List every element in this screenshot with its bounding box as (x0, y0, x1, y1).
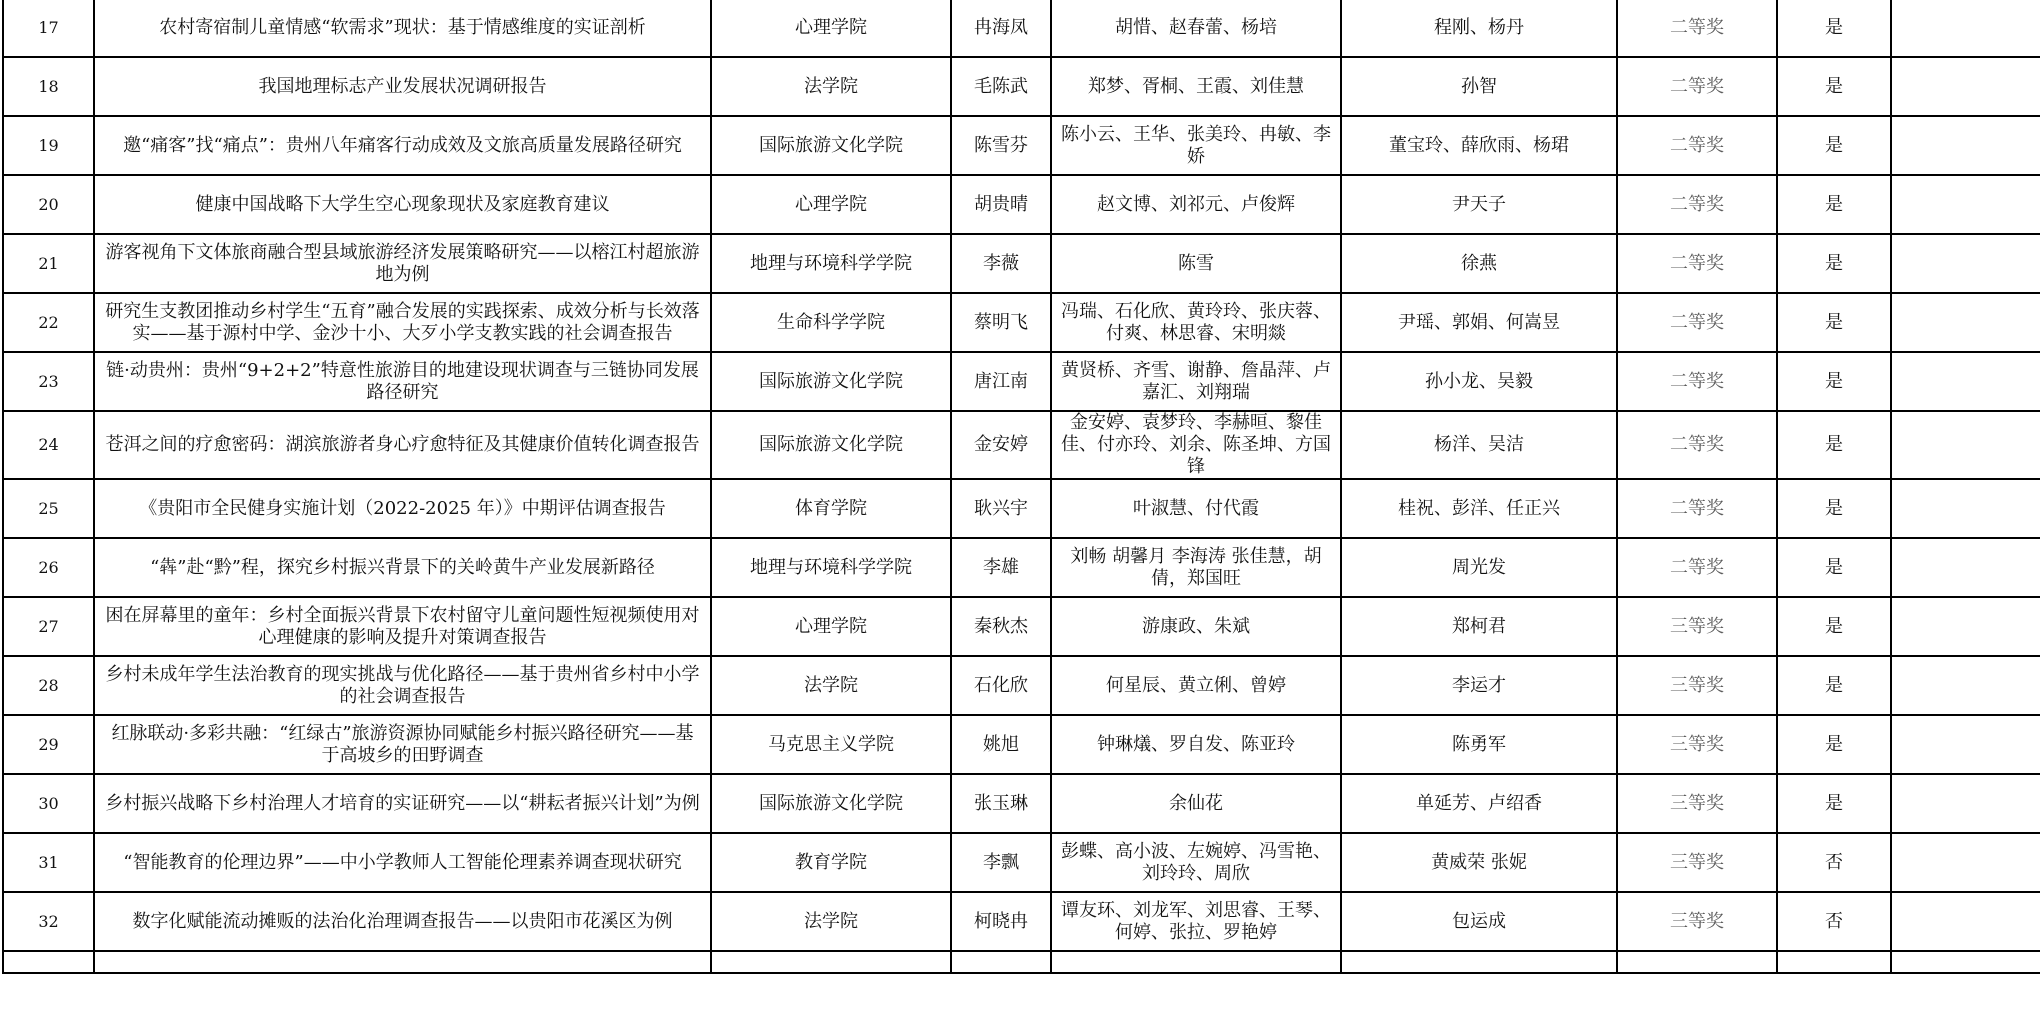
table-row (3, 774, 2040, 833)
team-members[interactable]: 冯瑞、石化欣、黄玲玲、张庆蓉、付爽、林思睿、宋明燚 (1051, 293, 1341, 352)
team-leader[interactable]: 秦秋杰 (951, 597, 1051, 656)
team-leader[interactable]: 姚旭 (951, 715, 1051, 774)
table-row (3, 0, 2040, 57)
table-row (3, 715, 2040, 774)
extra-cell[interactable] (1891, 116, 2040, 175)
award-level[interactable]: 二等奖 (1617, 352, 1777, 411)
project-title[interactable]: 我国地理标志产业发展状况调研报告 (94, 57, 711, 116)
table-row (3, 892, 2040, 951)
advisors[interactable]: 桂祝、彭洋、任正兴 (1341, 479, 1617, 538)
college-name[interactable]: 生命科学学院 (711, 293, 951, 352)
flag-cell[interactable]: 是 (1777, 538, 1891, 597)
team-leader[interactable]: 冉海凤 (951, 0, 1051, 57)
empty-cell[interactable] (951, 951, 1051, 973)
team-members[interactable]: 金安婷、袁梦玲、李赫晅、黎佳佳、付亦玲、刘余、陈圣坤、方国锋 (1051, 411, 1341, 479)
award-level[interactable]: 二等奖 (1617, 175, 1777, 234)
award-level[interactable]: 二等奖 (1617, 538, 1777, 597)
college-name[interactable]: 马克思主义学院 (711, 715, 951, 774)
advisors[interactable]: 郑柯君 (1341, 597, 1617, 656)
empty-cell[interactable] (1341, 951, 1617, 973)
extra-cell[interactable] (1891, 411, 2040, 479)
row-number[interactable]: 28 (3, 656, 94, 715)
empty-cell[interactable] (1051, 951, 1341, 973)
award-level[interactable]: 三等奖 (1617, 892, 1777, 951)
flag-cell[interactable]: 是 (1777, 597, 1891, 656)
row-number[interactable]: 21 (3, 234, 94, 293)
project-title[interactable]: 乡村振兴战略下乡村治理人才培育的实证研究——以“耕耘者振兴计划”为例 (94, 774, 711, 833)
extra-cell[interactable] (1891, 0, 2040, 57)
flag-cell[interactable]: 是 (1777, 57, 1891, 116)
award-level[interactable]: 二等奖 (1617, 116, 1777, 175)
team-members[interactable]: 黄贤桥、齐雪、谢静、詹晶萍、卢嘉汇、刘翔瑞 (1051, 352, 1341, 411)
extra-cell[interactable] (1891, 715, 2040, 774)
advisors[interactable]: 孙小龙、吴毅 (1341, 352, 1617, 411)
college-name[interactable]: 地理与环境科学学院 (711, 234, 951, 293)
team-members[interactable]: 赵文博、刘祁元、卢俊辉 (1051, 175, 1341, 234)
college-name[interactable]: 体育学院 (711, 479, 951, 538)
extra-cell[interactable] (1891, 293, 2040, 352)
awards-table (2, 0, 2040, 974)
flag-cell[interactable]: 是 (1777, 116, 1891, 175)
flag-cell[interactable]: 是 (1777, 411, 1891, 479)
flag-cell[interactable]: 否 (1777, 892, 1891, 951)
row-number[interactable]: 22 (3, 293, 94, 352)
team-members[interactable]: 钟琳燨、罗自发、陈亚玲 (1051, 715, 1341, 774)
extra-cell[interactable] (1891, 892, 2040, 951)
flag-cell[interactable]: 否 (1777, 833, 1891, 892)
empty-cell[interactable] (1891, 951, 2040, 973)
row-number[interactable]: 29 (3, 715, 94, 774)
project-title[interactable]: 数字化赋能流动摊贩的法治化治理调查报告——以贵阳市花溪区为例 (94, 892, 711, 951)
team-leader[interactable]: 金安婷 (951, 411, 1051, 479)
extra-cell[interactable] (1891, 352, 2040, 411)
extra-cell[interactable] (1891, 538, 2040, 597)
table-row (3, 597, 2040, 656)
flag-cell[interactable]: 是 (1777, 656, 1891, 715)
college-name[interactable]: 法学院 (711, 892, 951, 951)
college-name[interactable]: 地理与环境科学学院 (711, 538, 951, 597)
college-name[interactable]: 国际旅游文化学院 (711, 411, 951, 479)
table-row (3, 411, 2040, 479)
project-title[interactable]: “犇”赴“黔”程，探究乡村振兴背景下的关岭黄牛产业发展新路径 (94, 538, 711, 597)
team-leader[interactable]: 李飘 (951, 833, 1051, 892)
extra-cell[interactable] (1891, 656, 2040, 715)
team-leader[interactable]: 李薇 (951, 234, 1051, 293)
advisors[interactable]: 单延芳、卢绍香 (1341, 774, 1617, 833)
award-level[interactable]: 二等奖 (1617, 0, 1777, 57)
team-leader[interactable]: 石化欣 (951, 656, 1051, 715)
award-level[interactable]: 三等奖 (1617, 656, 1777, 715)
team-leader[interactable]: 唐江南 (951, 352, 1051, 411)
empty-cell[interactable] (94, 951, 711, 973)
award-level[interactable]: 三等奖 (1617, 833, 1777, 892)
award-level[interactable]: 三等奖 (1617, 715, 1777, 774)
college-name[interactable]: 国际旅游文化学院 (711, 352, 951, 411)
extra-cell[interactable] (1891, 774, 2040, 833)
college-name[interactable]: 心理学院 (711, 175, 951, 234)
advisors[interactable]: 尹天子 (1341, 175, 1617, 234)
row-number[interactable]: 32 (3, 892, 94, 951)
empty-cell[interactable] (1617, 951, 1777, 973)
project-title[interactable]: “智能教育的伦理边界”——中小学教师人工智能伦理素养调查现状研究 (94, 833, 711, 892)
college-name[interactable]: 心理学院 (711, 597, 951, 656)
flag-cell[interactable]: 是 (1777, 774, 1891, 833)
advisors[interactable]: 杨洋、吴洁 (1341, 411, 1617, 479)
table-row (3, 234, 2040, 293)
advisors[interactable]: 董宝玲、薛欣雨、杨珺 (1341, 116, 1617, 175)
team-leader[interactable]: 毛陈武 (951, 57, 1051, 116)
row-number[interactable]: 27 (3, 597, 94, 656)
flag-cell[interactable]: 是 (1777, 352, 1891, 411)
team-members[interactable]: 游康政、朱斌 (1051, 597, 1341, 656)
extra-cell[interactable] (1891, 175, 2040, 234)
row-number[interactable]: 19 (3, 116, 94, 175)
college-name[interactable]: 国际旅游文化学院 (711, 774, 951, 833)
team-members[interactable]: 胡惜、赵春蕾、杨培 (1051, 0, 1341, 57)
table-body (3, 0, 2040, 973)
row-number[interactable]: 26 (3, 538, 94, 597)
advisors[interactable]: 尹瑶、郭娟、何嵩昱 (1341, 293, 1617, 352)
advisors[interactable]: 程刚、杨丹 (1341, 0, 1617, 57)
project-title[interactable]: 乡村未成年学生法治教育的现实挑战与优化路径——基于贵州省乡村中小学的社会调查报告 (94, 656, 711, 715)
empty-cell[interactable] (1777, 951, 1891, 973)
college-name[interactable]: 法学院 (711, 57, 951, 116)
table-row (3, 175, 2040, 234)
team-members[interactable]: 陈小云、王华、张美玲、冉敏、李娇 (1051, 116, 1341, 175)
advisors[interactable]: 孙智 (1341, 57, 1617, 116)
project-title[interactable]: 邀“痛客”找“痛点”：贵州八年痛客行动成效及文旅高质量发展路径研究 (94, 116, 711, 175)
flag-cell[interactable]: 是 (1777, 715, 1891, 774)
award-level[interactable]: 三等奖 (1617, 774, 1777, 833)
advisors[interactable]: 黄威荣 张妮 (1341, 833, 1617, 892)
project-title[interactable]: 游客视角下文体旅商融合型县域旅游经济发展策略研究——以榕江村超旅游地为例 (94, 234, 711, 293)
project-title[interactable]: 苍洱之间的疗愈密码：湖滨旅游者身心疗愈特征及其健康价值转化调查报告 (94, 411, 711, 479)
team-members[interactable]: 陈雪 (1051, 234, 1341, 293)
advisors[interactable]: 李运才 (1341, 656, 1617, 715)
row-number[interactable]: 23 (3, 352, 94, 411)
team-members[interactable]: 刘畅 胡馨月 李海涛 张佳慧，胡倩，郑国旺 (1051, 538, 1341, 597)
team-leader[interactable]: 胡贵晴 (951, 175, 1051, 234)
project-title[interactable]: 红脉联动·多彩共融：“红绿古”旅游资源协同赋能乡村振兴路径研究——基于高坡乡的田野调查 (94, 715, 711, 774)
college-name[interactable]: 心理学院 (711, 0, 951, 57)
team-leader[interactable]: 蔡明飞 (951, 293, 1051, 352)
advisors[interactable]: 陈勇军 (1341, 715, 1617, 774)
advisors[interactable]: 周光发 (1341, 538, 1617, 597)
extra-cell[interactable] (1891, 57, 2040, 116)
flag-cell[interactable]: 是 (1777, 479, 1891, 538)
team-leader[interactable]: 张玉琳 (951, 774, 1051, 833)
team-members[interactable]: 谭友环、刘龙军、刘思睿、王琴、何婷、张拉、罗艳婷 (1051, 892, 1341, 951)
award-level[interactable]: 二等奖 (1617, 293, 1777, 352)
table-row (3, 116, 2040, 175)
project-title[interactable]: 农村寄宿制儿童情感“软需求”现状：基于情感维度的实证剖析 (94, 0, 711, 57)
flag-cell[interactable]: 是 (1777, 234, 1891, 293)
flag-cell[interactable]: 是 (1777, 293, 1891, 352)
college-name[interactable]: 国际旅游文化学院 (711, 116, 951, 175)
team-leader[interactable]: 耿兴宇 (951, 479, 1051, 538)
award-level[interactable]: 二等奖 (1617, 411, 1777, 479)
project-title[interactable]: 困在屏幕里的童年：乡村全面振兴背景下农村留守儿童问题性短视频使用对心理健康的影响及提升对策调查报告 (94, 597, 711, 656)
award-level[interactable]: 二等奖 (1617, 479, 1777, 538)
college-name[interactable]: 教育学院 (711, 833, 951, 892)
award-level[interactable]: 二等奖 (1617, 57, 1777, 116)
team-members[interactable]: 何星辰、黄立俐、曾婷 (1051, 656, 1341, 715)
row-number[interactable]: 24 (3, 411, 94, 479)
flag-cell[interactable]: 是 (1777, 0, 1891, 57)
extra-cell[interactable] (1891, 479, 2040, 538)
table-row (3, 656, 2040, 715)
team-members[interactable]: 叶淑慧、付代霞 (1051, 479, 1341, 538)
empty-cell[interactable] (3, 951, 94, 973)
empty-cell[interactable] (711, 951, 951, 973)
project-title[interactable]: 研究生支教团推动乡村学生“五育”融合发展的实践探索、成效分析与长效落实——基于源村中学、金沙十小、大歹小学支教实践的社会调查报告 (94, 293, 711, 352)
row-number[interactable]: 25 (3, 479, 94, 538)
table-row (3, 833, 2040, 892)
extra-cell[interactable] (1891, 833, 2040, 892)
college-name[interactable]: 法学院 (711, 656, 951, 715)
flag-cell[interactable]: 是 (1777, 175, 1891, 234)
team-members[interactable]: 郑梦、胥桐、王霞、刘佳慧 (1051, 57, 1341, 116)
advisors[interactable]: 徐燕 (1341, 234, 1617, 293)
row-number[interactable]: 17 (3, 0, 94, 57)
project-title[interactable]: 健康中国战略下大学生空心现象现状及家庭教育建议 (94, 175, 711, 234)
team-members[interactable]: 彭蝶、高小波、左婉婷、冯雪艳、刘玲玲、周欣 (1051, 833, 1341, 892)
team-leader[interactable]: 陈雪芬 (951, 116, 1051, 175)
row-number[interactable]: 31 (3, 833, 94, 892)
team-members[interactable]: 余仙花 (1051, 774, 1341, 833)
project-title[interactable]: 链·动贵州：贵州“9+2+2”特意性旅游目的地建设现状调查与三链协同发展路径研究 (94, 352, 711, 411)
table-row (3, 57, 2040, 116)
row-number[interactable]: 30 (3, 774, 94, 833)
table-row (3, 479, 2040, 538)
award-level[interactable]: 三等奖 (1617, 597, 1777, 656)
project-title[interactable]: 《贵阳市全民健身实施计划（2022-2025 年）》中期评估调查报告 (94, 479, 711, 538)
table-row (3, 293, 2040, 352)
row-number[interactable]: 20 (3, 175, 94, 234)
award-level[interactable]: 二等奖 (1617, 234, 1777, 293)
team-leader[interactable]: 李雄 (951, 538, 1051, 597)
table-row (3, 352, 2040, 411)
extra-cell[interactable] (1891, 597, 2040, 656)
table-row (3, 538, 2040, 597)
table-row-partial (3, 951, 2040, 973)
row-number[interactable]: 18 (3, 57, 94, 116)
team-leader[interactable]: 柯晓冉 (951, 892, 1051, 951)
advisors[interactable]: 包运成 (1341, 892, 1617, 951)
extra-cell[interactable] (1891, 234, 2040, 293)
